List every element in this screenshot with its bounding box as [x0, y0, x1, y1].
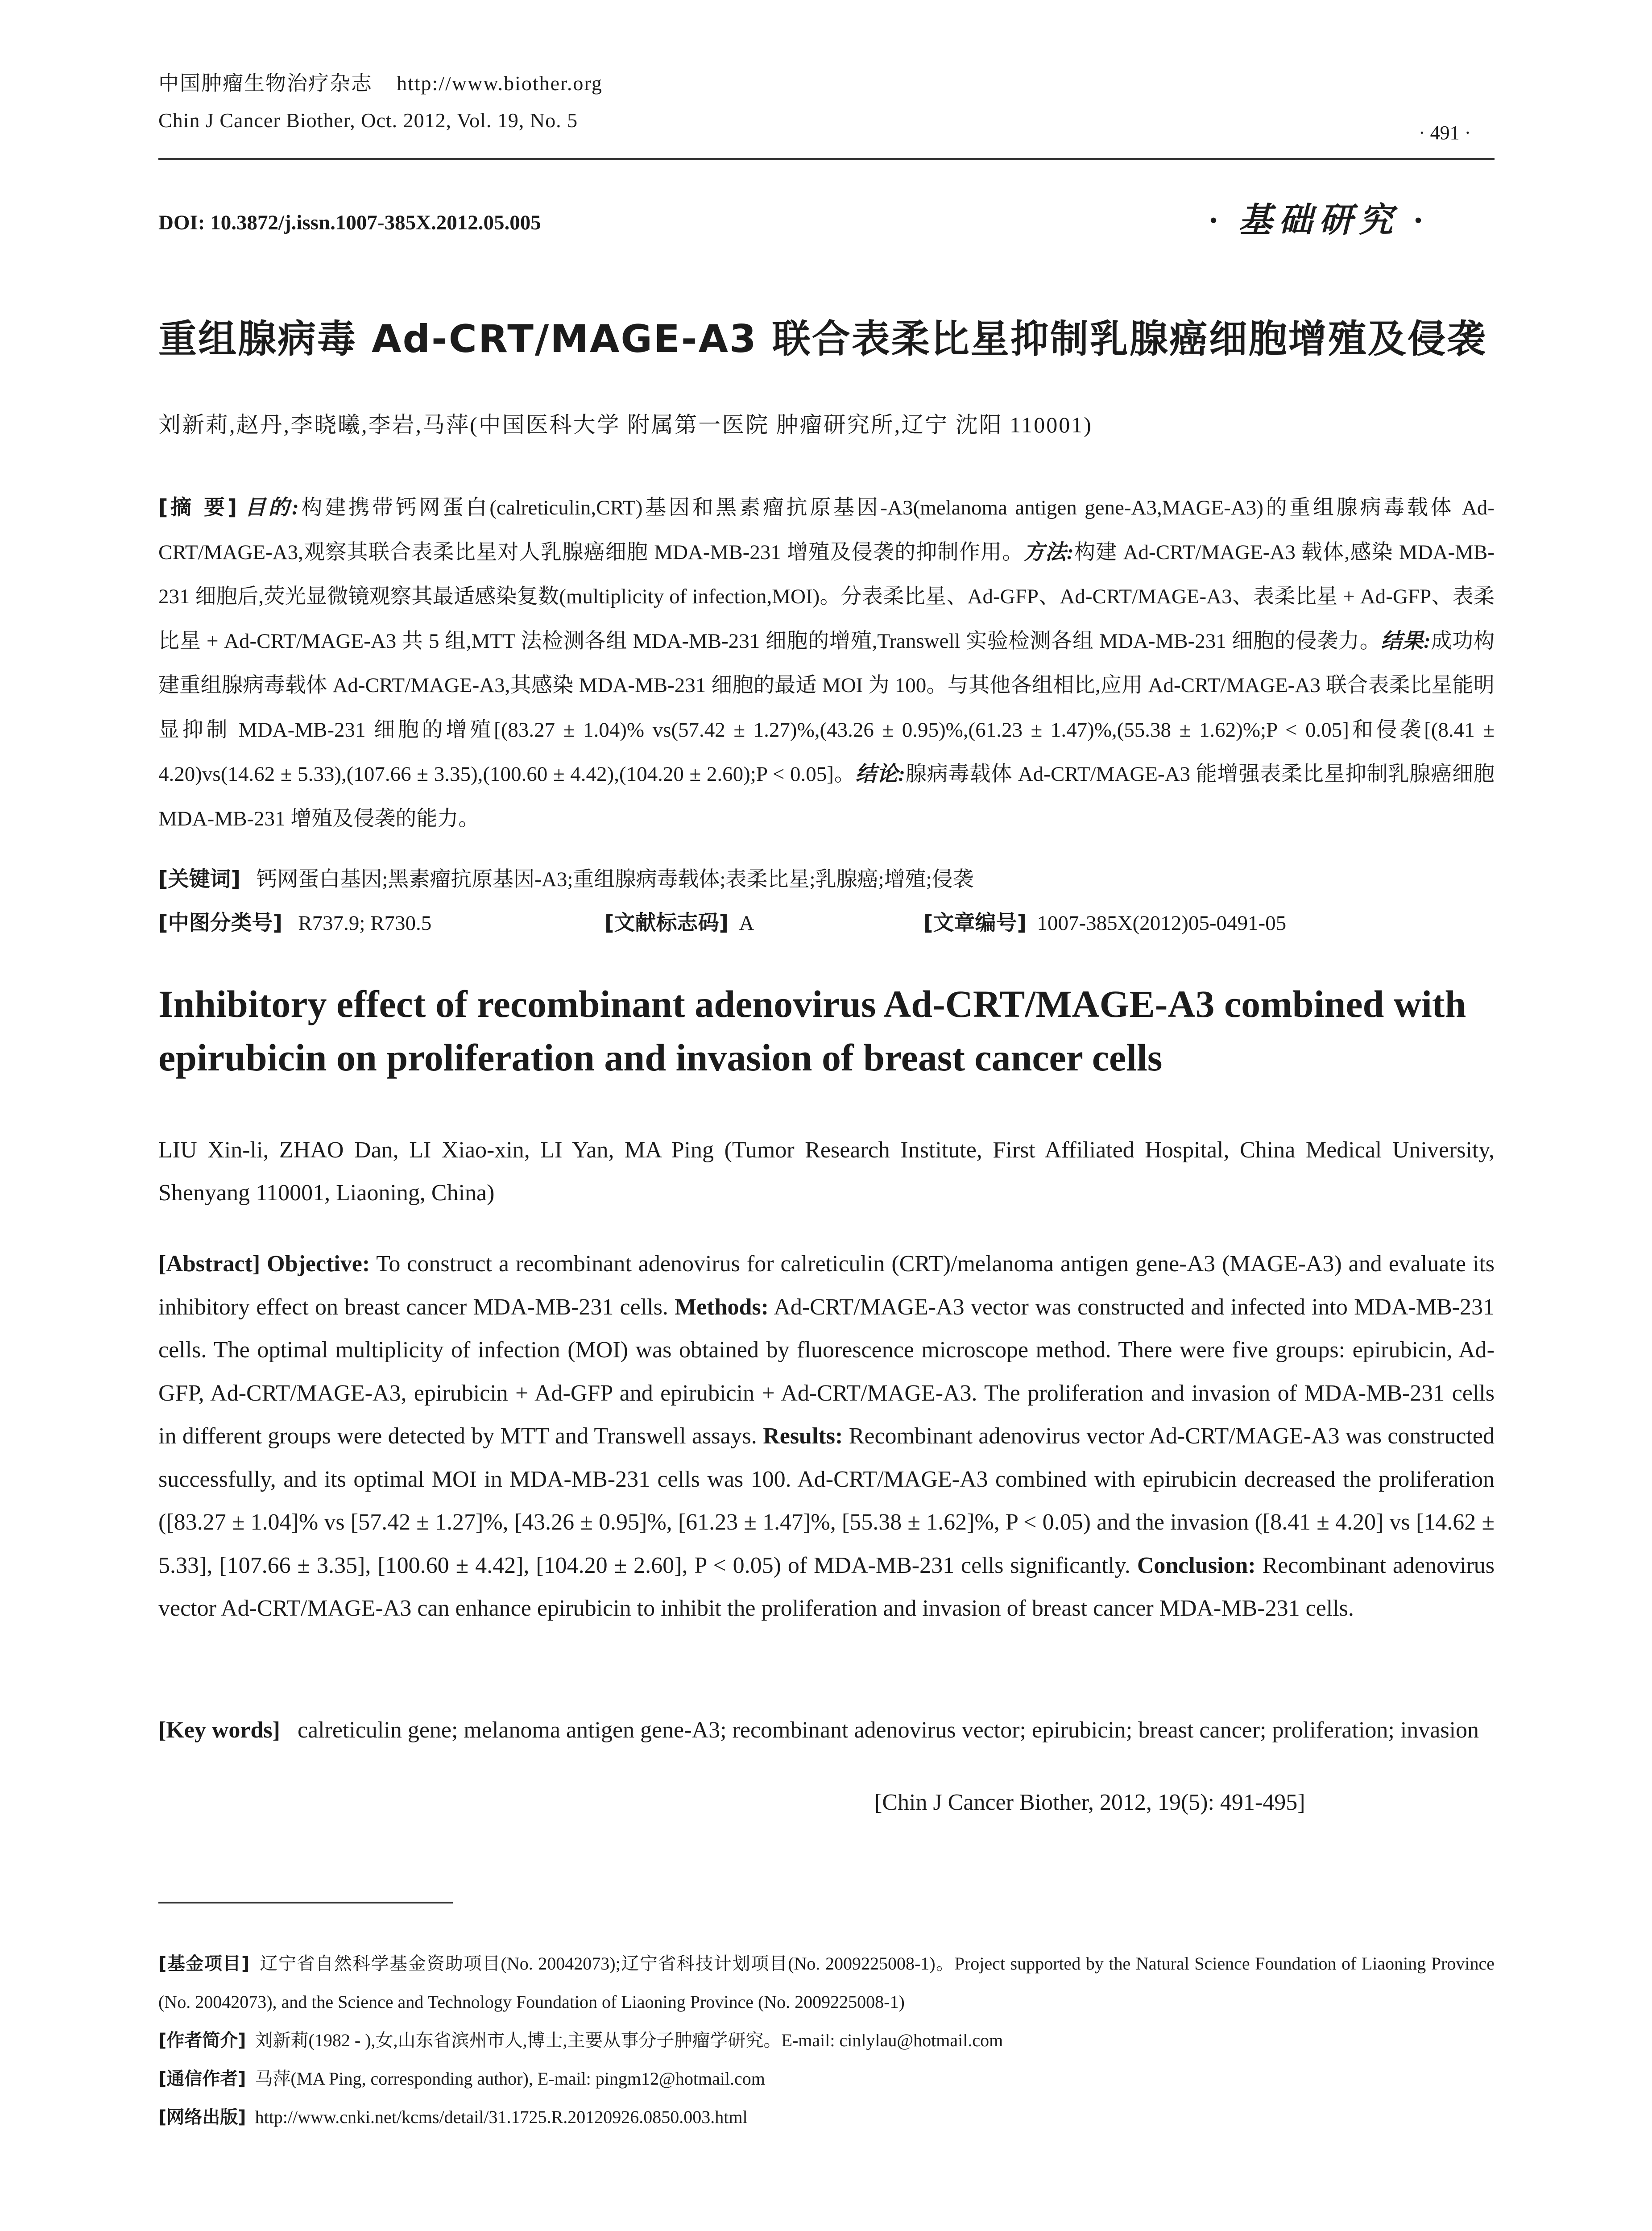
keywords-tag-en: [Key words]: [158, 1717, 280, 1743]
results-text-en: Recombinant adenovirus vector Ad-CRT/MAGE-A3 was constructed successfully, and its optimal MOI in MDA-MB-231 cells was 100. Ad-CRT/MAGE-A3 combined with epirubicin decreased the proliferation ([83.27 ± 1.04]% vs [57.42 ± 1.27]%, [43.26 ± 0.95]%, [61.23 ± 1.47]%, [55.38 ± 1.62]%, P < 0.05) and the invasion ([8.41 ± 4.20] vs [14.62 ± 5.33], [107.66 ± 3.35], [100.60 ± 4.42], [104.20 ± 2.60], P < 0.05) of MDA-MB-231 cells significantly.: [158, 1423, 1495, 1578]
footnote-rule: [158, 1902, 453, 1903]
section-tag: · 基础研究 ·: [1209, 202, 1428, 239]
authors-cn: 刘新莉,赵丹,李晓曦,李岩,马萍(中国医科大学 附属第一医院 肿瘤研究所,辽宁 沈阳 110001): [158, 412, 1093, 437]
authors-en: LIU Xin-li, ZHAO Dan, LI Xiao-xin, LI Yan, MA Ping (Tumor Research Institute, First Affiliated Hospital, China Medical University, Shenyang 110001, Liaoning, China): [158, 1137, 1495, 1206]
online-url[interactable]: http://www.cnki.net/kcms/detail/31.1725.R.20120926.0850.003.html: [255, 2107, 748, 2127]
clc-tag: [中图分类号]: [158, 911, 282, 935]
conclusion-text-cn: 腺病毒载体 Ad-CRT/MAGE-A3 能增强表柔比星抑制乳腺癌细胞 MDA-MB-231 增殖及侵袭的能力。: [158, 763, 1495, 830]
objective-text-en: To construct a recombinant adenovirus for calreticulin (CRT)/melanoma antigen gene-A3 (MAGE-A3) and evaluate its inhibitory effect on breast cancer MDA-MB-231 cells.: [158, 1251, 1495, 1320]
keywords-cn: [158, 863, 974, 892]
footnote-fund: [158, 1945, 1495, 2021]
conclusion-label-cn: 结论:: [855, 763, 906, 786]
results-label-cn: 结果:: [1381, 629, 1431, 653]
footnote-author: [158, 2021, 1495, 2060]
objective-label-cn: 目的:: [244, 496, 299, 519]
title-en: Inhibitory effect of recombinant adenovirus Ad-CRT/MAGE-A3 combined with epirubicin on proliferation and invasion of breast cancer cells: [158, 983, 1466, 1079]
article-number-tag: [文章编号]: [923, 911, 1027, 935]
doccode-value: A: [739, 912, 754, 935]
journal-header-cn: [158, 67, 603, 96]
header-rule: [158, 158, 1495, 160]
abstract-en: [158, 1243, 1495, 1630]
doccode-tag: [文献标志码]: [604, 911, 729, 935]
keywords-text-cn: 钙网蛋白基因;黑素瘤抗原基因-A3;重组腺病毒载体;表柔比星;乳腺癌;增殖;侵袭: [256, 868, 974, 891]
abstract-tag-en: [Abstract]: [158, 1251, 261, 1277]
results-label-en: Results:: [763, 1423, 843, 1449]
corresponding-text: 马萍(MA Ping, corresponding author), E-mail: pingm12@hotmail.com: [255, 2069, 765, 2089]
classification-row: [158, 906, 1495, 936]
doi: DOI: 10.3872/j.issn.1007-385X.2012.05.005: [158, 211, 541, 234]
journal-name-cn: 中国肿瘤生物治疗杂志: [158, 72, 373, 95]
methods-text-en: Ad-CRT/MAGE-A3 vector was constructed and infected into MDA-MB-231 cells. The optimal multiplicity of infection (MOI) was obtained by fluorescence microscope method. There were five groups: epirubicin, Ad-GFP, Ad-CRT/MAGE-A3, epirubicin + Ad-GFP and epirubicin + Ad-CRT/MAGE-A3. The proliferation and invasion of MDA-MB-231 cells in different groups were detected by MTT and Transwell assays.: [158, 1294, 1495, 1449]
keywords-text-en: calreticulin gene; melanoma antigen gene-A3; recombinant adenovirus vector; epirubicin; breast cancer; proliferation; invasion: [297, 1717, 1479, 1743]
methods-text-cn: 构建 Ad-CRT/MAGE-A3 载体,感染 MDA-MB-231 细胞后,荧光显微镜观察其最适感染复数(multiplicity of infection,MOI)。分表柔比星、Ad-GFP、Ad-CRT/MAGE-A3、表柔比星 + Ad-GFP、表柔比星 + Ad-CRT/MAGE-A3 共 5 组,MTT 法检测各组 MDA-MB-231 细胞的增殖,Transwell 实验检测各组 MDA-MB-231 细胞的侵袭力。: [158, 540, 1495, 653]
author-bio-tag: [作者简介]: [158, 2030, 246, 2051]
online-tag: [网络出版]: [158, 2107, 246, 2127]
clc-value: R737.9; R730.5: [298, 912, 432, 935]
conclusion-label-en: Conclusion:: [1137, 1552, 1256, 1578]
keywords-tag-cn: [关键词]: [158, 867, 240, 892]
methods-label-cn: 方法:: [1023, 540, 1074, 564]
article-number-value: 1007-385X(2012)05-0491-05: [1037, 912, 1287, 935]
page-number: · 491 ·: [1419, 122, 1471, 144]
objective-text-cn: 构建携带钙网蛋白(calreticulin,CRT)基因和黑素瘤抗原基因-A3(melanoma antigen gene-A3,MAGE-A3)的重组腺病毒载体 Ad-CRT/MAGE-A3,观察其联合表柔比星对人乳腺癌细胞 MDA-MB-231 增殖及侵袭的抑制作用。: [158, 496, 1495, 564]
abstract-tag-cn: [摘 要]: [158, 495, 237, 520]
journal-header-en: Chin J Cancer Biother, Oct. 2012, Vol. 19, No. 5: [158, 109, 578, 132]
fund-tag: [基金项目]: [158, 1953, 250, 1974]
journal-url[interactable]: http://www.biother.org: [397, 72, 603, 95]
title-cn: 重组腺病毒 Ad-CRT/MAGE-A3 联合表柔比星抑制乳腺癌细胞增殖及侵袭: [158, 317, 1487, 361]
objective-label-en: Objective:: [267, 1251, 370, 1277]
fund-text: 辽宁省自然科学基金资助项目(No. 20042073);辽宁省科技计划项目(No. 2009225008-1)。Project supported by the Natural Science Foundation of Liaoning Province (No. 20042073), and the Science and Technology Foundation of Liaoning Province (No. 2009225008-1): [158, 1953, 1495, 2012]
corresponding-tag: [通信作者]: [158, 2069, 246, 2089]
footnote-online: [158, 2098, 1495, 2136]
citation: [Chin J Cancer Biother, 2012, 19(5): 491-495]: [874, 1790, 1305, 1815]
conclusion-text-en: Recombinant adenovirus vector Ad-CRT/MAGE-A3 can enhance epirubicin to inhibit the proliferation and invasion of breast cancer MDA-MB-231 cells.: [158, 1552, 1495, 1621]
methods-label-en: Methods:: [675, 1294, 769, 1320]
author-bio-text: 刘新莉(1982 - ),女,山东省滨州市人,博士,主要从事分子肿瘤学研究。E-mail: cinlylau@hotmail.com: [255, 2030, 1003, 2050]
footnote-corresponding: [158, 2060, 1495, 2098]
footnotes: [158, 1945, 1495, 2136]
keywords-en: [158, 1709, 1495, 1752]
results-text-cn: 成功构建重组腺病毒载体 Ad-CRT/MAGE-A3,其感染 MDA-MB-231 细胞的最适 MOI 为 100。与其他各组相比,应用 Ad-CRT/MAGE-A3 联合表柔比星能明显抑制 MDA-MB-231 细胞的增殖[(83.27 ± 1.04)% vs(57.42 ± 1.27)%,(43.26 ± 0.95)%,(61.23 ± 1.47)%,(55.38 ± 1.62)%;P < 0.05]和侵袭[(8.41 ± 4.20)vs(14.62 ± 5.33),(107.66 ± 3.35),(100.60 ± 4.42),(104.20 ± 2.60);P < 0.05]。: [158, 629, 1495, 786]
abstract-cn: [158, 485, 1495, 841]
